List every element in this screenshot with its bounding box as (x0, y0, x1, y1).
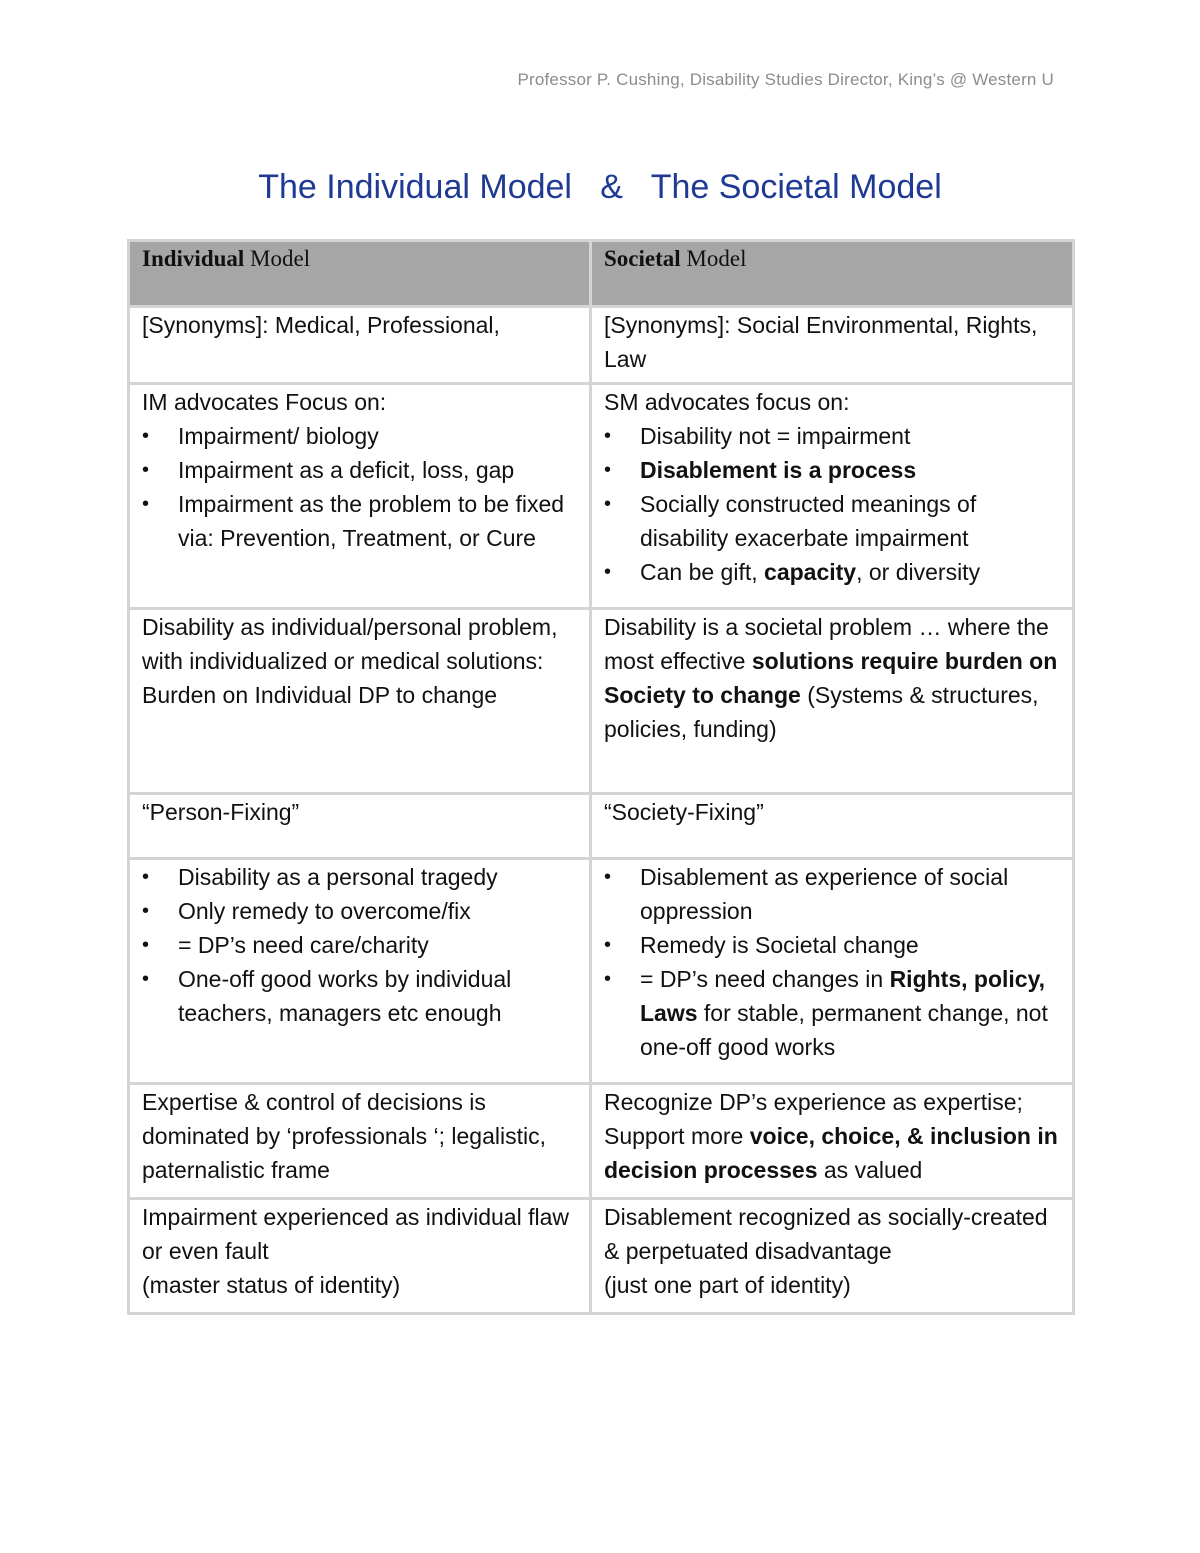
cell-individual-identity (129, 1199, 591, 1314)
individual-tragedy-list (142, 860, 577, 1030)
cell-individual-tragedy (129, 859, 591, 1084)
table-row-burden (129, 609, 1074, 794)
societal-identity-note: (just one part of identity) (604, 1272, 851, 1298)
societal-oppression-list (604, 860, 1060, 1064)
cell-societal-focus (591, 384, 1074, 609)
list-item: • Socially constructed meanings of disability exacerbate impairment (604, 487, 1060, 555)
bullet-icon: • (142, 900, 150, 922)
bullet-icon: • (604, 968, 612, 990)
table-row-fixing (129, 794, 1074, 859)
list-item: • Disability not = impairment (604, 419, 1060, 453)
cell-societal-identity (591, 1199, 1074, 1314)
cell-society-fixing: “Society-Fixing” (591, 794, 1074, 859)
bullet-icon: • (604, 866, 612, 888)
list-item: • Impairment/ biology (142, 419, 577, 453)
individual-identity-text: Impairment experienced as individual flaw or even fault (142, 1204, 569, 1264)
list-item: • Only remedy to overcome/fix (142, 894, 577, 928)
bullet-icon: • (142, 459, 150, 481)
table-row-identity (129, 1199, 1074, 1314)
bullet-icon: • (604, 425, 612, 447)
document-title: The Individual Model & The Societal Model (258, 168, 942, 206)
header-individual-model: Individual Model (129, 241, 591, 307)
running-header: Professor P. Cushing, Disability Studies Director, King’s @ Western U (517, 70, 1054, 89)
cell-person-fixing: “Person-Fixing” (129, 794, 591, 859)
cell-societal-burden: Disability is a societal problem … where the most effective solutions require burden on Society to change (Systems & structures, policies, funding) (591, 609, 1074, 794)
bullet-icon: • (142, 968, 150, 990)
bullet-icon: • (142, 425, 150, 447)
list-item: • Can be gift, capacity, or diversity (604, 555, 1060, 589)
individual-identity-note: (master status of identity) (142, 1272, 401, 1298)
cell-societal-synonyms: [Synonyms]: Social Environmental, Rights, Law (591, 307, 1074, 384)
cell-societal-oppression (591, 859, 1074, 1084)
individual-focus-intro: IM advocates Focus on: (142, 389, 387, 415)
bullet-icon: • (604, 493, 612, 515)
bullet-icon: • (142, 934, 150, 956)
cell-individual-synonyms: [Synonyms]: Medical, Professional, (129, 307, 591, 384)
table-row-focus (129, 384, 1074, 609)
bullet-icon: • (604, 459, 612, 481)
table-row-expertise (129, 1084, 1074, 1199)
bullet-icon: • (142, 493, 150, 515)
cell-individual-focus (129, 384, 591, 609)
table-row-tragedy (129, 859, 1074, 1084)
list-item: • Impairment as the problem to be fixed via: Prevention, Treatment, or Cure (142, 487, 577, 555)
list-item: • = DP’s need care/charity (142, 928, 577, 962)
list-item: • = DP’s need changes in Rights, policy, Laws for stable, permanent change, not one-off good works (604, 962, 1060, 1064)
list-item: • Disability as a personal tragedy (142, 860, 577, 894)
list-item: • Disablement is a process (604, 453, 1060, 487)
societal-identity-text: Disablement recognized as socially-created & perpetuated disadvantage (604, 1204, 1048, 1264)
models-comparison-table (127, 239, 1075, 1315)
list-item: • Remedy is Societal change (604, 928, 1060, 962)
bullet-icon: • (142, 866, 150, 888)
cell-individual-burden: Disability as individual/personal problem, with individualized or medical solutions: Burden on Individual DP to change (129, 609, 591, 794)
societal-focus-intro: SM advocates focus on: (604, 389, 850, 415)
list-item: • One-off good works by individual teachers, managers etc enough (142, 962, 577, 1030)
list-item: • Impairment as a deficit, loss, gap (142, 453, 577, 487)
table-header-row (129, 241, 1074, 307)
header-societal-model: Societal Model (591, 241, 1074, 307)
cell-individual-expertise: Expertise & control of decisions is dominated by ‘professionals ‘; legalistic, paternalistic frame (129, 1084, 591, 1199)
bullet-icon: • (604, 934, 612, 956)
societal-focus-list (604, 419, 1060, 589)
table-row-synonyms (129, 307, 1074, 384)
list-item: • Disablement as experience of social oppression (604, 860, 1060, 928)
bullet-icon: • (604, 561, 612, 583)
individual-focus-list (142, 419, 577, 555)
cell-societal-expertise: Recognize DP’s experience as expertise; Support more voice, choice, & inclusion in decision processes as valued (591, 1084, 1074, 1199)
